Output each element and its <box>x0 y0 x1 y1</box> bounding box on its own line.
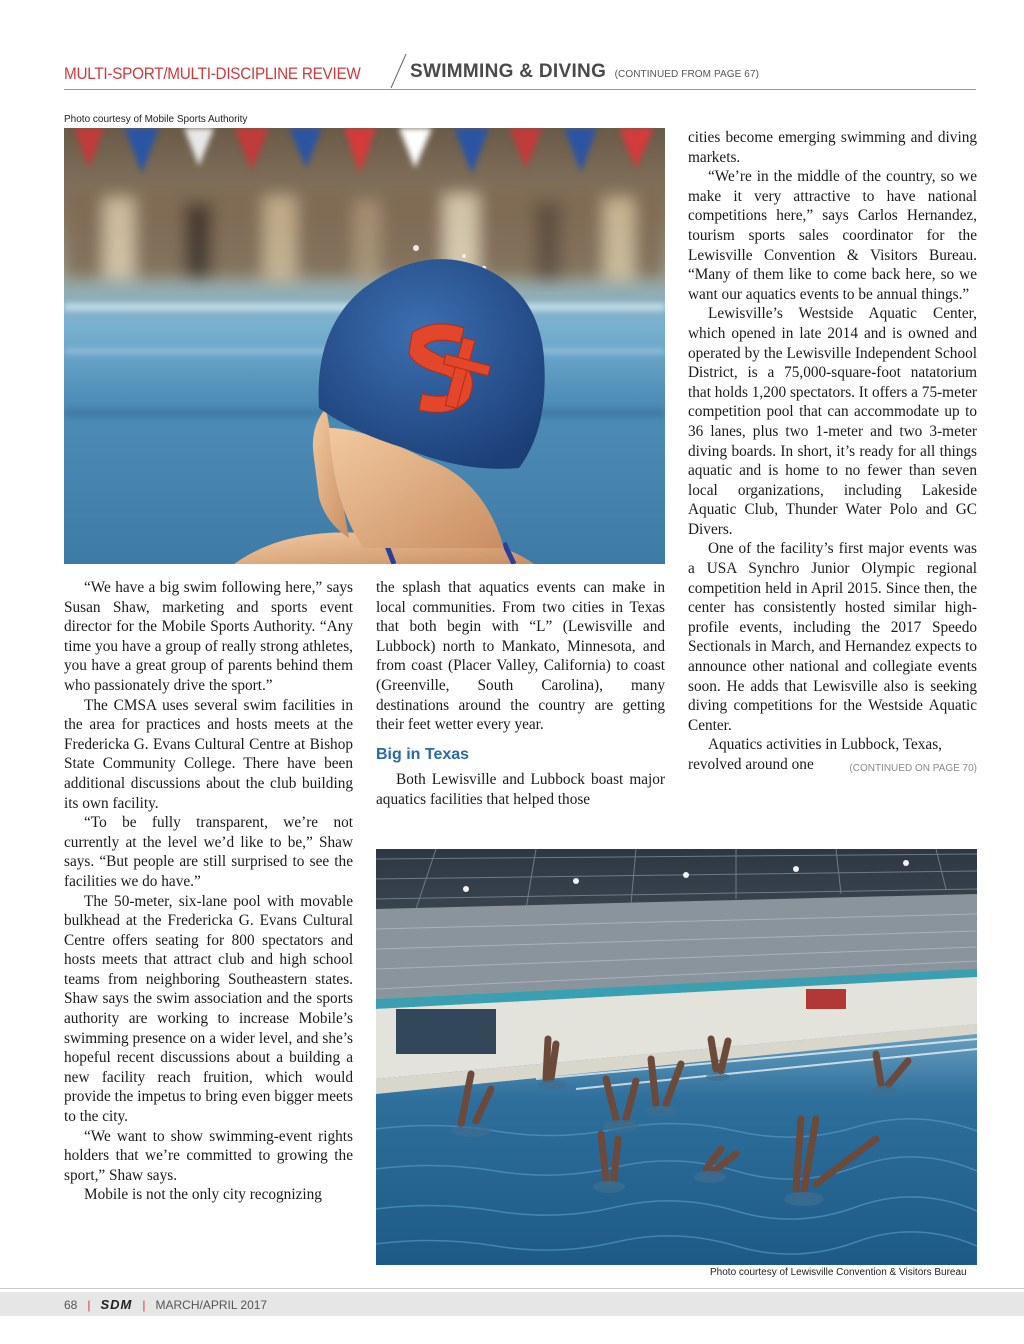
paragraph: “We want to show swimming-event rights holders that we’re committed to growing the sport,” Shaw says. <box>64 1127 353 1184</box>
last-line-text: Aquatics activities in Lubbock, Texas, revolved around one <box>688 736 942 773</box>
paragraph: “To be fully transparent, we’re not currently at the level we’d like to be,” Shaw says. “But people are still surprised to see the facilities we do have.” <box>64 814 353 890</box>
page-number: 68 <box>64 1298 78 1312</box>
header-category: MULTI-SPORT/MULTI-DISCIPLINE REVIEW <box>64 64 361 83</box>
paragraph: Mobile is not the only city recognizing <box>84 1186 322 1204</box>
article-column-1 <box>64 578 353 1205</box>
swimmer-illustration <box>64 128 665 564</box>
continued-on-note: (CONTINUED ON PAGE 70) <box>849 763 977 774</box>
footer-separator: | <box>87 1298 91 1312</box>
issue-date: MARCH/APRIL 2017 <box>155 1298 268 1312</box>
paragraph: cities become emerging swimming and diving markets. <box>688 129 977 166</box>
paragraph: Lewisville’s Westside Aquatic Center, which opened in late 2014 and is owned and operated by the Lewisville Independent School District, is a 75,000-square-foot natatorium that holds 1,200 spectators. It offers a 75-meter competition pool that can accommodate up to 36 lanes, plus two 1-meter and two 3-meter diving boards. In short, it’s ready for all things aquatic and is home to no fewer than seven local organizations, including Lakeside Aquatic Club, Thunder Water Polo and GC Divers. <box>688 305 978 538</box>
natatorium-illustration <box>376 849 977 1265</box>
paragraph: One of the facility’s first major events was a USA Synchro Junior Olympic regional competition held in April 2015. Since then, the center has consistently hosted similar high-profile events, including the 2017 Speedo Sectionals in March, and Hernandez expects to announce other national and collegiate events soon. He adds that Lewisville also is seeking diving competitions for the Westside Aquatic Center. <box>688 540 977 734</box>
swimmer-cap-photo <box>64 128 665 564</box>
photo2-credit: Photo courtesy of Lewisville Convention & Visitors Bureau <box>710 1267 967 1278</box>
article-column-2 <box>376 578 665 810</box>
footer-rule <box>0 1288 1024 1289</box>
paragraph: The CMSA uses several swim facilities in the area for practices and hosts meets at the Fredericka G. Evans Cultural Centre at Bishop State Community College. There have been additional discussions about the club building its own facility. <box>64 696 353 812</box>
subheading-big-in-texas: Big in Texas <box>376 745 470 763</box>
paragraph: The 50-meter, six-lane pool with movable bulkhead at the Fredericka G. Evans Cultural Centre offers seating for 800 spectators and hosts meets that attract club and high school teams from neighboring Southeastern states. Shaw says the swim association and the sports authority are working to increase Mobile’s swimming presence on a wider level, and she’s hopeful recent discussions about a building a new facility reach fruition, which would provide the impetus to bring even bigger meets to the city. <box>64 892 353 1126</box>
paragraph-last <box>688 735 977 774</box>
page-footer <box>64 1297 267 1312</box>
magazine-logo: SDM <box>100 1297 133 1312</box>
paragraph: Both Lewisville and Lubbock boast major aquatics facilities that helped those <box>376 771 665 808</box>
paragraph: “We have a big swim following here,” says Susan Shaw, marketing and sports event director for the Mobile Sports Authority. “Any time you have a group of really strong athletes, you have a great group of parents behind them who passionately drive the sport.” <box>64 579 353 694</box>
paragraph: the splash that aquatics events can make in local communities. From two cities in Texas that both begin with “L” (Lewisville and Lubbock) north to Mankato, Minnesota, and from coast (Placer Valley, California) to coast (Greenville, South Carolina), many destinations around the country are getting their feet wetter every year. <box>376 579 665 734</box>
article-column-3 <box>688 128 977 779</box>
footer-separator: | <box>142 1298 146 1312</box>
photo1-credit: Photo courtesy of Mobile Sports Authority <box>64 114 248 125</box>
section-title: SWIMMING & DIVING <box>410 61 607 82</box>
natatorium-photo <box>376 849 977 1265</box>
page-header <box>64 58 976 90</box>
paragraph: “We’re in the middle of the country, so we make it very attractive to have national competitions here,” says Carlos Hernandez, tourism sports sales coordinator for the Lewisville Convention & Visitors Bureau. “Many of them like to come back here, so we want our aquatics events to be annual things.” <box>688 168 977 303</box>
continued-from-note: (CONTINUED FROM PAGE 67) <box>614 69 760 80</box>
header-rule <box>64 89 976 90</box>
header-slash-divider <box>388 52 410 90</box>
